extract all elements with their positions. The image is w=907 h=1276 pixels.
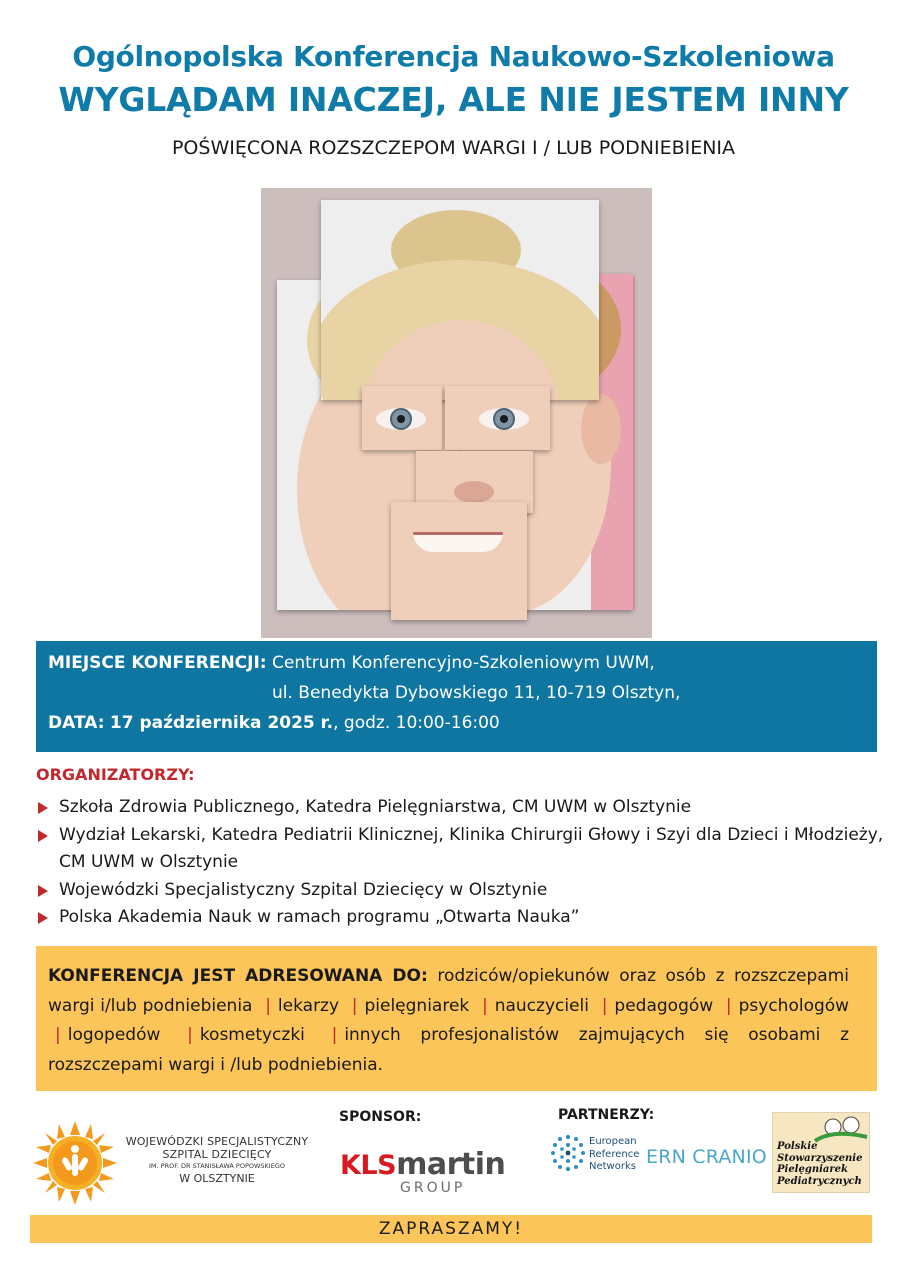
hospital-sun-logo-icon	[33, 1121, 117, 1205]
audience-group: kosmetyczki	[199, 1025, 305, 1045]
date-value: 17 października 2025 r.	[109, 713, 334, 733]
kls-martin-logo: KLSmartin	[340, 1147, 506, 1182]
kls-martin-group-text: GROUP	[400, 1180, 466, 1196]
organizers-heading: ORGANIZATORZY:	[36, 765, 195, 784]
venue-label: MIEJSCE KONFERENCJI:	[48, 653, 267, 673]
collage-panel-left-eye	[362, 386, 442, 450]
collage-panel-mouth	[391, 502, 527, 620]
bullet-triangle-icon	[38, 830, 48, 842]
invitation-banner: ZAPRASZAMY!	[30, 1215, 872, 1243]
audience-label: KONFERENCJA JEST ADRESOWANA DO:	[48, 966, 428, 986]
list-item: Szkoła Zdrowia Publicznego, Katedra Pielęgniarstwa, CM UWM w Olsztynie	[36, 794, 886, 822]
ern-network-dots-icon	[550, 1133, 586, 1173]
conference-title: Ogólnopolska Konferencja Naukowo-Szkoleniowa	[72, 40, 835, 73]
audience-group: logopedów	[67, 1025, 161, 1045]
bullet-triangle-icon	[38, 885, 48, 897]
list-item: Wojewódzki Specjalistyczny Szpital Dziecięcy w Olsztynie	[36, 877, 886, 905]
sponsor-label: SPONSOR:	[339, 1109, 422, 1125]
audience-box: KONFERENCJA JEST ADRESOWANA DO: rodziców/opiekunów oraz osób z rozszczepami wargi i/lub podniebienia | lekarzy | pielęgniarek | nauczycieli | pedagogów | psychologów | logopedów | kosmetyczki | innych profesjonalistów zajmujących się osobami z rozszczepami wargi i /lub podniebienia.	[36, 946, 877, 1091]
conference-subtitle: POŚWIĘCONA ROZSZCZEPOM WARGI I / LUB PODNIEBIENIA	[171, 137, 736, 159]
ern-logo-text: European Reference Networks	[589, 1136, 640, 1172]
list-item: Wydział Lekarski, Katedra Pediatrii Klinicznej, Klinika Chirurgii Głowy i Szyi dla Dzieci i Młodzieży, CM UWM w Olsztynie	[36, 822, 886, 877]
audience-last: innych profesjonalistów zajmujących się osobami z rozszczepami wargi i /lub podniebienia.	[48, 1025, 849, 1075]
audience-group: psychologów	[738, 995, 850, 1016]
conference-motto: WYGLĄDAM INACZEJ, ALE NIE JESTEM INNY	[58, 80, 849, 119]
list-item: Polska Akademia Nauk w ramach programu „Otwarta Nauka”	[36, 904, 886, 932]
organizers-list	[36, 794, 886, 932]
hospital-logo-text: WOJEWÓDZKI SPECJALISTYCZNY SZPITAL DZIECIĘCY IM. PROF. DR STANISŁAWA POPOWSKIEGO W OLSZTYNIE	[125, 1135, 309, 1185]
audience-group: pedagogów	[614, 995, 714, 1016]
partners-label: PARTNERZY:	[558, 1107, 655, 1123]
bullet-triangle-icon	[38, 802, 48, 814]
venue-date-box	[36, 641, 877, 752]
audience-group: lekarzy	[277, 995, 340, 1016]
date-label: DATA:	[48, 713, 105, 733]
audience-intro: rodziców/opiekunów oraz osób z rozszczepami wargi i/lub podniebienia	[48, 966, 849, 1016]
pediatric-nurses-association-logo: Polskie Stowarzyszenie Pielęgniarek Pediatrycznych	[772, 1112, 870, 1193]
audience-group: nauczycieli	[494, 995, 589, 1016]
time-value: , godz. 10:00-16:00	[333, 713, 500, 733]
venue-line-2: ul. Benedykta Dybowskiego 11, 10-719 Olsztyn,	[272, 683, 681, 703]
child-face-collage	[261, 188, 652, 638]
collage-panel-hair	[321, 200, 599, 400]
venue-line-1: Centrum Konferencyjno-Szkoleniowym UWM,	[272, 653, 655, 673]
collage-panel-right-eye	[445, 386, 550, 450]
ern-cranio-logo: ERN CRANIO	[646, 1146, 767, 1168]
bullet-triangle-icon	[38, 912, 48, 924]
audience-group: pielęgniarek	[364, 995, 470, 1016]
